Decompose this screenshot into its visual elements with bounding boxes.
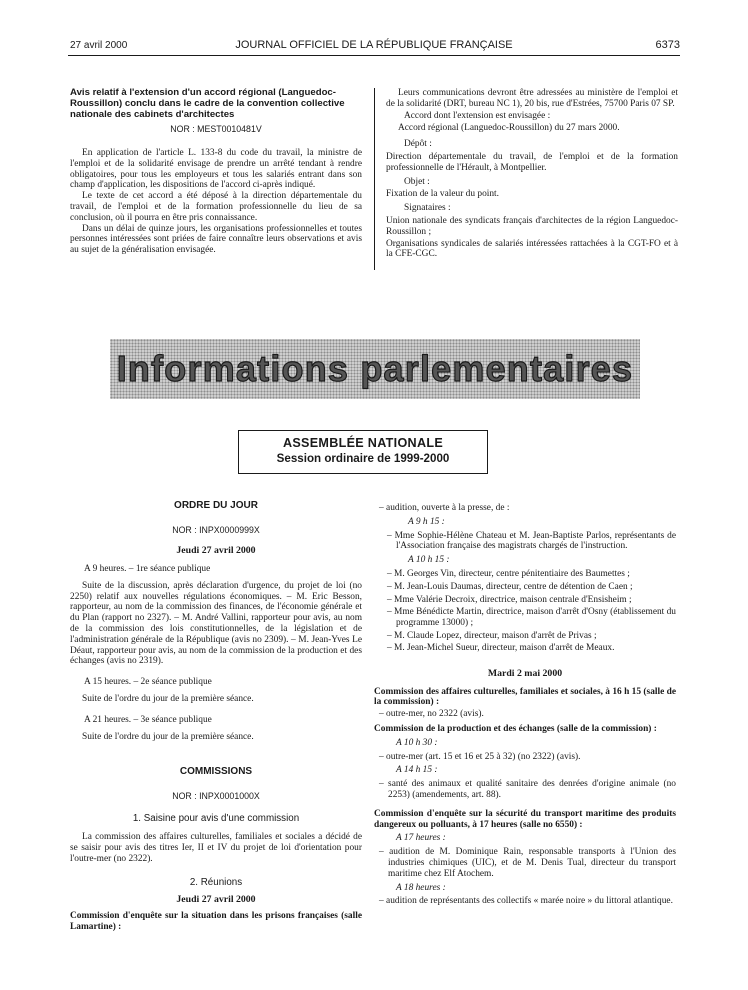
time-17h: A 17 heures : xyxy=(396,833,446,844)
signataire-1: Union nationale des syndicats français d'architectes de la région Languedoc-Roussillon ; xyxy=(386,215,678,237)
time-1415: A 14 h 15 : xyxy=(396,765,438,776)
audition-item: – M. Georges Vin, directeur, centre pénitentiaire des Baumettes ; xyxy=(387,568,630,579)
accord-text: Accord régional (Languedoc-Roussillon) du 27 mars 2000. xyxy=(398,123,620,134)
seance-3-text: Suite de l'ordre du jour de la première séance. xyxy=(82,731,254,742)
seance-1-time: A 9 heures. – 1re séance publique xyxy=(84,564,211,574)
ordre-nor: NOR : INPX0000999X xyxy=(172,525,260,535)
contact-paragraph: Leurs communications devront être adressées au ministère de l'emploi et de la solidarité (DRT, bureau NC 1), 20 bis, rue d'Estrées, 75700 Paris 07 SP. xyxy=(386,88,678,109)
saisine-heading: 1. Saisine pour avis d'une commission xyxy=(132,813,300,825)
commission-item: – santé des animaux et qualité sanitaire des denrées d'origine animale (no 2253) (amendements, art. 88). xyxy=(379,779,676,800)
objet-label: Objet : xyxy=(404,176,430,187)
banner-title: Informations parlementaires xyxy=(116,348,634,389)
commission-item: – outre-mer, no 2322 (avis). xyxy=(379,709,484,720)
depot-label: Dépôt : xyxy=(404,139,432,150)
saisine-text: La commission des affaires culturelles, familiales et sociales a décidé de se saisir pour avis des titres Ier, II et IV du projet de loi d'orientation pour l'outre-mer (no 2322). xyxy=(70,832,362,864)
reunions-details xyxy=(374,503,676,907)
audition-item: – Mme Valérie Decroix, directrice, maison centrale d'Ensisheim ; xyxy=(387,594,632,605)
header-rule xyxy=(68,55,680,56)
time-1015: A 10 h 15 : xyxy=(408,555,450,566)
commission-item: – audition de M. Dominique Rain, responsable transports à l'Union des industries chimiques (UIC), et de M. Denis Tual, directeur du transport maritime chez Elf Atochem. xyxy=(379,847,676,879)
seance-3-time: A 21 heures. – 3e séance publique xyxy=(84,714,212,725)
audition-intro: – audition, ouverte à la presse, de : xyxy=(379,503,510,513)
assemblee-box xyxy=(238,430,488,474)
column-divider xyxy=(374,88,375,270)
commission-enquete-maritime: Commission d'enquête sur la sécurité du transport maritime des produits dangereux ou polluants, à 17 heures (salle no 6550) : xyxy=(374,808,676,830)
ordre-day: Jeudi 27 avril 2000 xyxy=(176,545,256,556)
commission-production: Commission de la production et des échanges (salle de la commission) : xyxy=(374,723,657,734)
audition-item: – Mme Sophie-Hélène Chateau et M. Jean-Baptiste Parlos, représentants de l'Association française des magistrats chargés de l'instruction. xyxy=(387,530,676,552)
depot-text: Direction départementale du travail, de l'emploi et de la formation professionnelle de l'Hérault, à Montpellier. xyxy=(386,151,678,173)
commission-item: – outre-mer (art. 15 et 16 et 25 à 32) (no 2322) (avis). xyxy=(379,751,581,762)
seance-2-text: Suite de l'ordre du jour de la première séance. xyxy=(82,693,254,704)
accord-label: Accord dont l'extension est envisagée : xyxy=(404,110,551,121)
audition-item: – M. Claude Lopez, directeur, maison d'arrêt de Privas ; xyxy=(387,630,597,641)
assemblee-title: ASSEMBLÉE NATIONALE xyxy=(282,436,444,450)
avis-paragraph: Le texte de cet accord a été déposé à la direction départementale du travail, de l'emploi et de la formation professionnelle du lieu de sa conclusion, où il pourra en être pris connaissance. xyxy=(70,191,362,223)
avis-body xyxy=(70,148,362,256)
signataires-label: Signataires : xyxy=(404,203,451,214)
avis-paragraph: Dans un délai de quinze jours, les organisations professionnelles et toutes personnes intéressées sont priées de faire connaître leurs observations et avis au sujet de la généralisation envisagée. xyxy=(70,223,362,256)
avis-title: Avis relatif à l'extension d'un accord régional (Languedoc-Roussillon) conclu dans le cadre de la convention collective nationale des cabinets d'architectes xyxy=(70,87,345,120)
commissions-title: COMMISSIONS xyxy=(179,766,253,778)
objet-text: Fixation de la valeur du point. xyxy=(386,189,499,200)
page-number: 6373 xyxy=(655,39,680,51)
time-1030: A 10 h 30 : xyxy=(396,737,438,748)
enquete-prisons: Commission d'enquête sur la situation dans les prisons françaises (salle Lamartine) : xyxy=(70,910,362,932)
commission-item: – audition de représentants des collectifs « marée noire » du littoral atlantique. xyxy=(379,896,673,907)
mardi-day: Mardi 2 mai 2000 xyxy=(487,667,563,679)
time-915: A 9 h 15 : xyxy=(408,516,445,527)
signataire-2: Organisations syndicales de salariés intéressées rattachées à la CGT-FO et à la CFE-CGC. xyxy=(386,238,678,260)
commission-culture: Commission des affaires culturelles, familiales et sociales, à 16 h 15 (salle de la commission) : xyxy=(374,686,676,708)
avis-details xyxy=(386,88,678,260)
avis-paragraph: En application de l'article L. 133-8 du code du travail, la ministre de l'emploi et de la solidarité envisage de prendre un arrêté tendant à rendre obligatoires, pour tous les employeurs et tous les salariés entrant dans son champ d'application, les dispositions de l'accord ci-après indiqué. xyxy=(70,148,362,191)
audition-item: – M. Jean-Michel Sueur, directeur, maison d'arrêt de Meaux. xyxy=(387,642,615,653)
avis-nor: NOR : MESТ0010481V xyxy=(170,124,262,134)
audition-item: – M. Jean-Louis Daumas, directeur, centre de détention de Caen ; xyxy=(387,581,633,592)
ordre-title: ORDRE DU JOUR xyxy=(174,500,258,511)
reunions-heading: 2. Réunions xyxy=(189,876,243,888)
seance-2-time: A 15 heures. – 2e séance publique xyxy=(84,677,212,688)
commissions-nor: NOR : INPX0001000X xyxy=(172,791,260,802)
session-title: Session ordinaire de 1999-2000 xyxy=(276,452,450,465)
seance-1-text: Suite de la discussion, après déclaration d'urgence, du projet de loi (no 2250) relatif aux nouvelles régulations économiques. – M. Eric Besson, rapporteur, au nom de la commission des finances, de l'économie générale et du Plan (rapport no 2327). – M. André Vallini, rapporteur pour avis, au nom de la commission des lois constitutionnelles, de la législation et de l'administration générale de la République (avis no 2309). – M. Jean-Yves Le Déaut, rapporteur pour avis, au nom de la commission de la production et des échanges (avis no 2319). xyxy=(70,580,362,667)
time-18h: A 18 heures : xyxy=(396,882,446,893)
journal-title: JOURNAL OFFICIEL DE LA RÉPUBLIQUE FRANÇAISE xyxy=(235,39,513,51)
audition-item: – Mme Bénédicte Martin, directrice, maison d'arrêt d'Osny (établissement du programme 13000) ; xyxy=(387,607,676,629)
ordre-du-jour xyxy=(70,500,362,932)
reunions-day: Jeudi 27 avril 2000 xyxy=(176,893,256,905)
header-date: 27 avril 2000 xyxy=(70,40,128,51)
